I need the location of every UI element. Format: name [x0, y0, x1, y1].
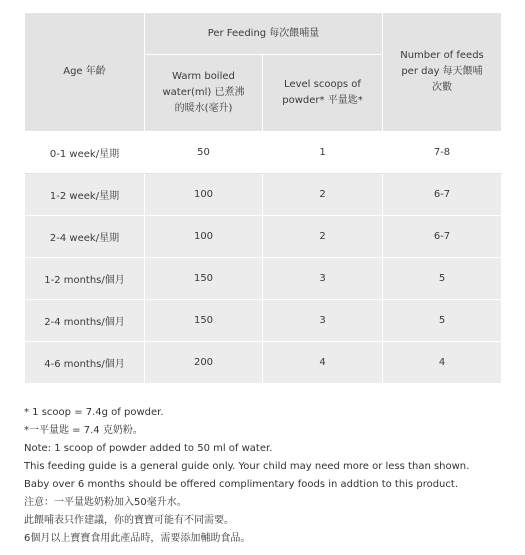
cell-water: 150 [145, 258, 263, 300]
cell-water: 100 [145, 174, 263, 216]
cell-age: 1-2 months/個月 [25, 258, 145, 300]
cell-scoops: 1 [263, 132, 383, 174]
cell-feeds: 5 [383, 258, 502, 300]
cell-feeds: 7-8 [383, 132, 502, 174]
cell-water: 50 [145, 132, 263, 174]
cell-scoops: 2 [263, 216, 383, 258]
table-row [25, 132, 502, 174]
cell-scoops: 4 [263, 342, 383, 384]
table-row [25, 174, 502, 216]
cell-feeds: 6-7 [383, 216, 502, 258]
cell-age: 1-2 week/星期 [25, 174, 145, 216]
header-feeds-per-day: Number of feeds per day 每天餵哺 次數 [383, 13, 502, 132]
cell-water: 200 [145, 342, 263, 384]
header-water: Warm boiled water(ml) 已煮沸 的暖水(毫升) [145, 55, 263, 132]
note-line: This feeding guide is a general guide only. Your child may need more or less than shown. [24, 461, 470, 472]
table-row [25, 300, 502, 342]
cell-feeds: 4 [383, 342, 502, 384]
note-line: Baby over 6 months should be offered complimentary foods in addtion to this product. [24, 479, 458, 490]
feeding-guide-table [24, 12, 502, 384]
note-line: * 1 scoop = 7.4g of powder. [24, 407, 164, 418]
cell-scoops: 3 [263, 300, 383, 342]
cell-feeds: 6-7 [383, 174, 502, 216]
cell-water: 150 [145, 300, 263, 342]
feeding-notes [24, 404, 504, 548]
cell-age: 2-4 week/星期 [25, 216, 145, 258]
note-line: 注意：一平量匙奶粉加入50毫升水。 [24, 497, 187, 508]
note-line: *一平量匙 = 7.4 克奶粉。 [24, 425, 143, 436]
note-line: Note: 1 scoop of powder added to 50 ml of water. [24, 443, 273, 454]
header-scoops: Level scoops of powder* 平量匙* [263, 55, 383, 132]
cell-age: 2-4 months/個月 [25, 300, 145, 342]
table-row [25, 216, 502, 258]
table-row [25, 342, 502, 384]
cell-scoops: 3 [263, 258, 383, 300]
note-line: 6個月以上寶寶食用此產品時，需要添加輔助食品。 [24, 533, 251, 544]
table-row [25, 258, 502, 300]
cell-age: 4-6 months/個月 [25, 342, 145, 384]
header-per-feeding: Per Feeding 每次餵哺量 [145, 13, 383, 55]
note-line: 此餵哺表只作建議，你的寶寶可能有不同需要。 [24, 515, 234, 526]
cell-scoops: 2 [263, 174, 383, 216]
cell-age: 0-1 week/星期 [25, 132, 145, 174]
cell-feeds: 5 [383, 300, 502, 342]
cell-water: 100 [145, 216, 263, 258]
header-age: Age 年齡 [25, 13, 145, 132]
